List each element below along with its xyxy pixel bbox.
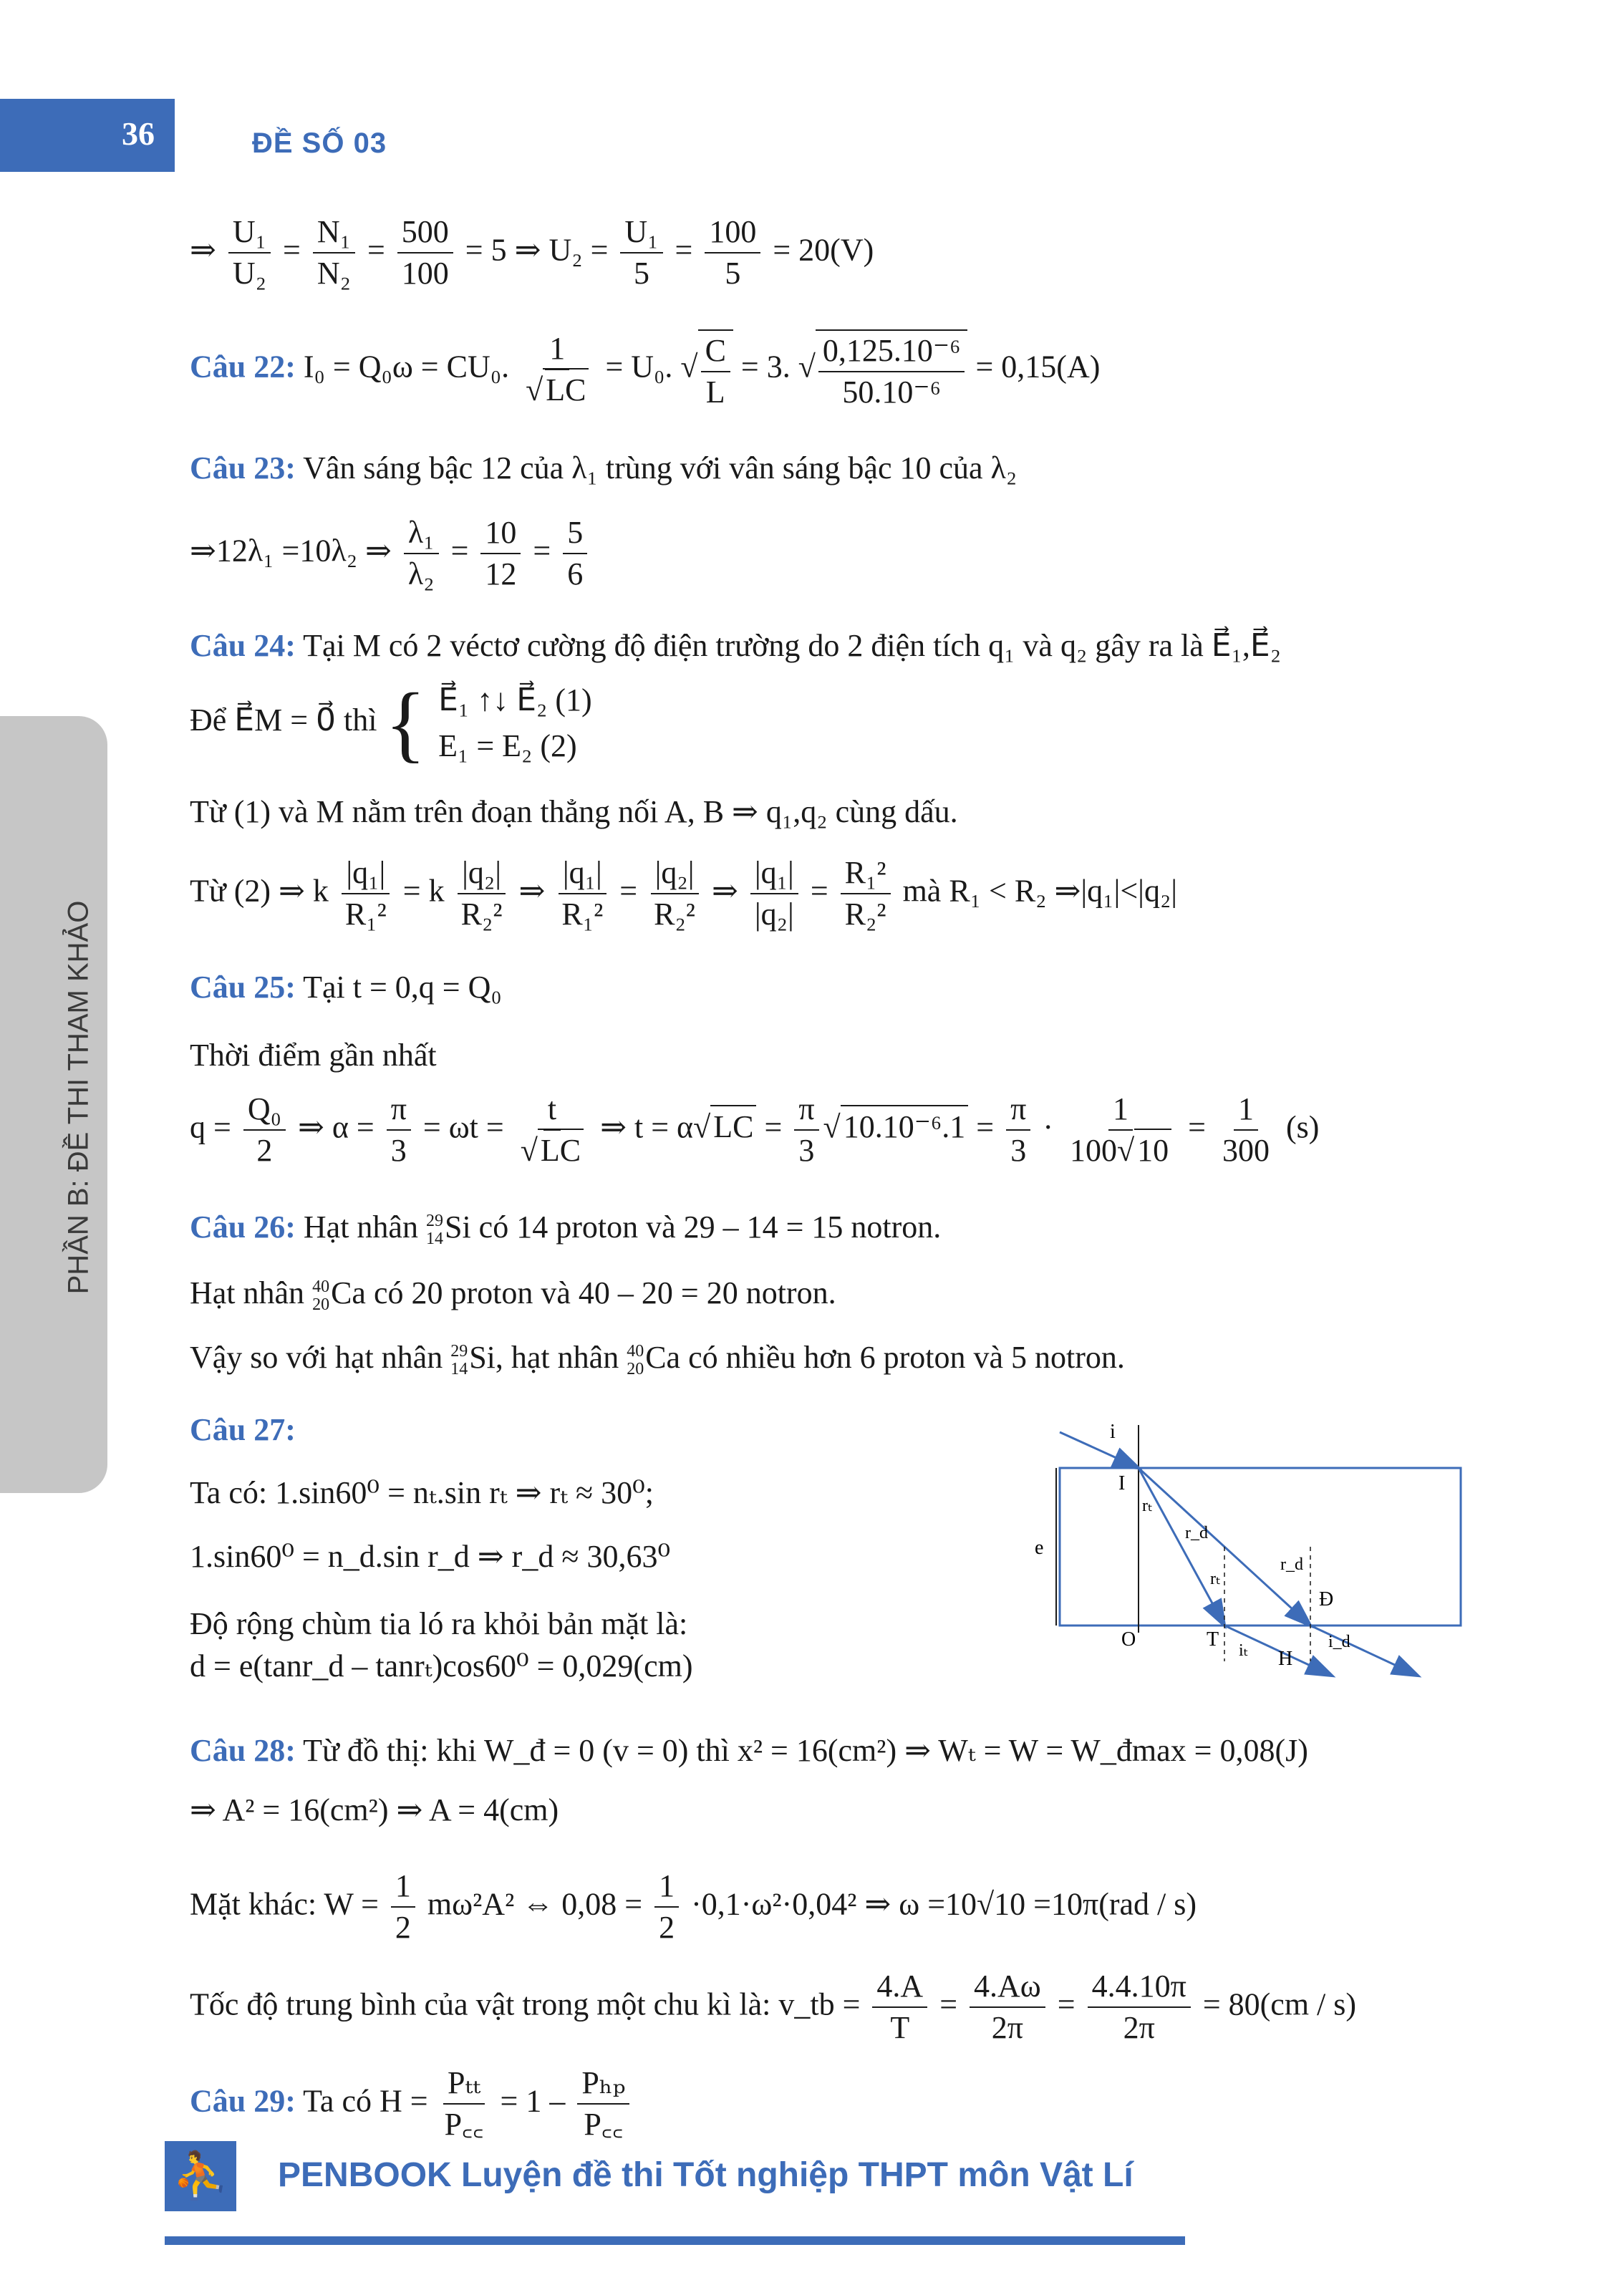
cau24-text: Câu 24: Tại M có 2 véctơ cường độ điện trường do 2 điện tích q₁ và q₂ gây ra là E⃗₁,E⃗₂ — [190, 628, 1282, 663]
cau28-line4: Tốc độ trung bình của vật trong một chu kì là: v_tb = $\frac{4.A}{T}$ = $\frac{4.A\omega}{2\pi}$ = $\frac{4.4.10\pi}{2\pi}$ = 80(cm / s) — [190, 1969, 1357, 2046]
cau23-text: Câu 23: Vân sáng bậc 12 của λ₁ trùng với vân sáng bậc 10 của λ₂ — [190, 450, 1018, 486]
cau24-line4: Từ (2) ⇒ k $\frac{\text{|q₁|}}{\text{R₁²}}$ = k $\frac{\text{|q₂|}}{\text{R₂²}}$ ⇒ $\frac{\text{|q₁|}}{\text{R₁²}}$ = $\frac{\text{|q₂|}}{\text{R₂²}}$ ⇒ $\frac{\text{|q₁|}}{\text{|q₂|}}$ = $\frac{\text{R₁²}}{\text{R₂²}}$ mà R₁ < R₂ ⇒|q₁|<|q₂| — [190, 855, 1178, 932]
cau26-line2: Hạt nhân 40 20 Ca có 20 proton và 40 – 20 = 20 notron. — [190, 1275, 836, 1314]
cau27-line4: d = e(tanr_d – tanrₜ)cos60⁰ = 0,029(cm) — [190, 1648, 693, 1684]
cau25-line2: Thời điểm gần nhất — [190, 1038, 437, 1073]
label-it: iₜ — [1239, 1641, 1249, 1660]
label-D: Đ — [1319, 1588, 1334, 1610]
cau26-line1: Câu 26: Hạt nhân 29 14 Si có 14 proton và 29 – 14 = 15 notron. — [190, 1209, 942, 1248]
label-rt2: rₜ — [1210, 1570, 1222, 1588]
cau26-line3: Vậy so với hạt nhân 29 14 Si, hạt nhân 40 20 Ca có nhiều hơn 6 proton và 5 notron. — [190, 1340, 1125, 1378]
label-T: T — [1207, 1628, 1219, 1651]
cau22-equation: Câu 22: I₀ = Q₀ω = CU₀. $\frac{1}{√LC}$ = U₀. √ $\frac{C}{L}$ = 3. √ $\frac{\text{0,125.10⁻⁶}}{\text{50.10⁻⁶}}$ = 0,15(A) — [190, 331, 1101, 410]
label-rt: rₜ — [1142, 1497, 1154, 1515]
cau27-line2: 1.sin60⁰ = n_d.sin r_d ⇒ r_d ≈ 30,63⁰ — [190, 1539, 671, 1574]
label-O: O — [1121, 1628, 1136, 1651]
header-title: ĐỀ SỐ 03 — [252, 127, 387, 159]
emergent-ray-d — [1310, 1626, 1418, 1676]
cau27-line3: Độ rộng chùm tia ló ra khỏi bản mặt là: — [190, 1606, 688, 1641]
label-e: e — [1035, 1537, 1044, 1559]
cau29-line: Câu 29: Ta có H = $\frac{\text{Pₜₜ}}{P꜀꜀}$ = 1 – $\frac{\text{Pₕₚ}}{P꜀꜀}$ — [190, 2066, 634, 2143]
page-number: 36 — [122, 115, 155, 152]
cau28-line2: ⇒ A² = 16(cm²) ⇒ A = 4(cm) — [190, 1792, 559, 1827]
label-H: H — [1278, 1648, 1293, 1670]
label-i: i — [1110, 1421, 1116, 1443]
q22-label: Câu 22: — [190, 349, 296, 385]
penbook-logo-icon: ⛹ — [165, 2141, 236, 2211]
cau23-equation: ⇒12λ₁ =10λ₂ ⇒ $\frac{\text{λ₁}}{\text{λ₂}}$ = $\frac{10}{12}$ = $\frac{5}{6}$ — [190, 516, 591, 592]
refraction-diagram — [1031, 1418, 1475, 1704]
cau21-equation: ⇒ $\frac{\text{U₁}}{\text{U₂}}$ = $\frac{\text{N₁}}{\text{N₂}}$ = $\frac{500}{100}$ = 5 ⇒ U₂ = $\frac{\text{U₁}}{5}$ = $\frac{100}{5}$ = 20(V) — [190, 214, 874, 291]
cau25-text: Câu 25: Tại t = 0,q = Q₀ — [190, 970, 502, 1005]
label-rd: r_d — [1185, 1524, 1208, 1542]
refracted-ray-t — [1139, 1468, 1224, 1626]
cau27-label: Câu 27: — [190, 1412, 296, 1447]
label-rd2: r_d — [1280, 1555, 1303, 1574]
footer-title: PENBOOK Luyện đề thi Tốt nghiệp THPT môn Vật Lí — [278, 2156, 1134, 2194]
cau27-line1: Ta có: 1.sin60⁰ = nₜ.sin rₜ ⇒ rₜ ≈ 30⁰; — [190, 1475, 654, 1510]
incident-ray — [1060, 1432, 1139, 1468]
label-id: i_d — [1328, 1633, 1350, 1651]
cau24-condition: Để E⃗M = 0⃗ thì { E⃗₁ ↑↓ E⃗₂ (1) E₁ = E₂ (2) — [190, 675, 592, 771]
cau25-equation: q = $\frac{\text{Q₀}}{2}$ ⇒ α = $\frac{\pi}{3}$ = ωt = $\frac{t}{√LC}$ ⇒ t = α√LC = $\frac{\pi}{3}$ √10.10⁻⁶.1 = $\frac{\pi}{3}$ · $\frac{1}{100√10}$ = $\frac{1}{300}$ (s) — [190, 1091, 1320, 1169]
cau24-line3: Từ (1) và M nằm trên đoạn thẳng nối A, B ⇒ q₁,q₂ cùng dấu. — [190, 794, 958, 829]
footer-rule — [165, 2236, 1185, 2245]
side-label: PHẦN B: ĐỀ THI THAM KHẢO — [62, 900, 95, 1295]
cau28-line3: Mặt khác: W = $\frac{1}{2}$ mω²A² ⇔ 0,08 = $\frac{1}{2}$ ·0,1·ω²·0,04² ⇒ ω =10√10 =10π(rad / s) — [190, 1868, 1197, 1946]
cau28-line1: Câu 28: Từ đồ thị: khi W_đ = 0 (v = 0) thì x² = 16(cm²) ⇒ Wₜ = W = W_đmax = 0,08(J) — [190, 1733, 1308, 1768]
label-I: I — [1118, 1472, 1126, 1494]
